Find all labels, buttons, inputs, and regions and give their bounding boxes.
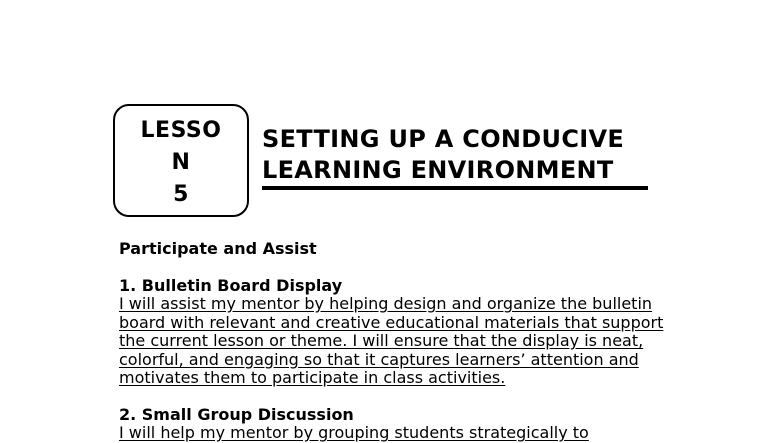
item-body-small-group <box>119 424 589 443</box>
lesson-box-line: N <box>171 149 191 175</box>
body-line: the current lesson or theme. I will ensure that the display is neat, <box>119 331 644 350</box>
body-line: I will assist my mentor by helping design and organize the bulletin <box>119 294 653 313</box>
title-underline <box>262 186 648 190</box>
lesson-title <box>262 124 624 186</box>
lesson-title-line: LEARNING ENVIRONMENT <box>262 156 614 184</box>
lesson-number-box <box>113 104 249 217</box>
body-line: colorful, and engaging so that it captures learners’ attention and <box>119 349 639 369</box>
body-line: board with relevant and creative educational materials that support <box>119 312 664 332</box>
lesson-title-line: SETTING UP A CONDUCIVE <box>262 125 625 153</box>
item-body-bulletin-board <box>119 295 663 388</box>
body-line: I will help my mentor by grouping students strategically to <box>119 423 589 442</box>
item-heading-bulletin-board: 1. Bulletin Board Display <box>119 276 343 295</box>
item-heading-small-group: 2. Small Group Discussion <box>119 405 354 424</box>
body-line: motivates them to participate in class activities. <box>119 368 506 387</box>
section-heading: Participate and Assist <box>119 239 317 258</box>
lesson-box-line: 5 <box>173 181 189 207</box>
lesson-box-line: LESSO <box>140 117 222 143</box>
